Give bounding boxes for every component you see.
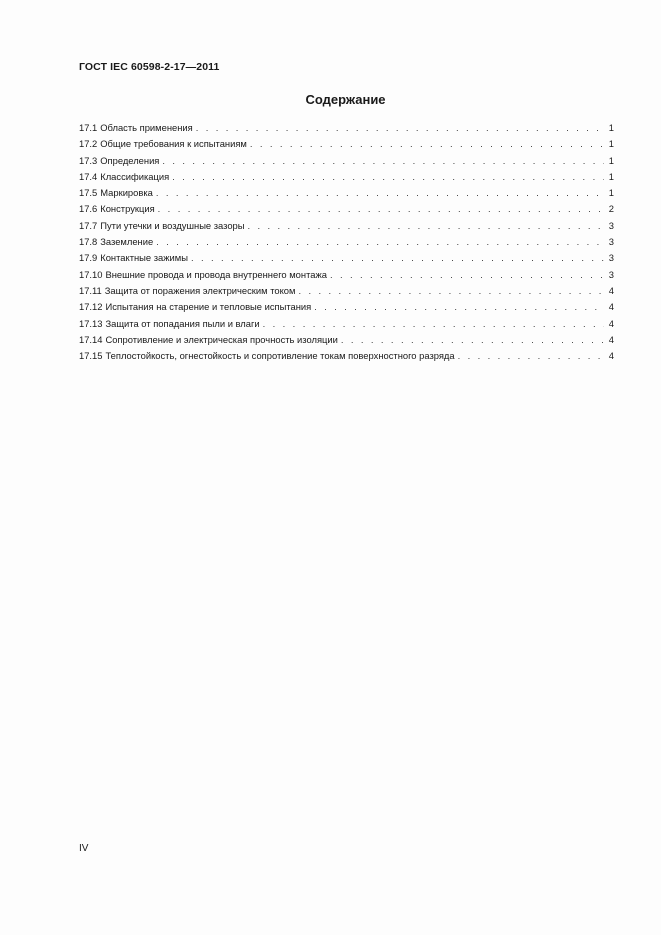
toc-leader-dots: [158, 201, 604, 217]
toc-leader-dots: [172, 169, 604, 185]
toc-entry-number: 17.10: [79, 268, 103, 280]
toc-leader-dots: [298, 283, 604, 299]
toc-leader-dots: [314, 299, 604, 315]
toc-entry-label: Контактные зажимы: [100, 252, 188, 264]
toc-entry-label: Внешние провода и провода внутреннего монтажа: [105, 268, 327, 280]
toc-entry-17-6[interactable]: [79, 201, 614, 217]
toc-entry-17-8[interactable]: [79, 234, 614, 250]
toc-entry-number: 17.14: [79, 333, 103, 345]
toc-entry-17-4[interactable]: [79, 169, 614, 185]
toc-entry-page: 3: [608, 236, 614, 248]
toc-entry-number: 17.8: [79, 236, 98, 248]
page-number: IV: [79, 843, 89, 854]
toc-entry-number: 17.6: [79, 203, 98, 215]
toc-entry-label: Заземление: [100, 236, 154, 248]
toc-leader-dots: [191, 250, 604, 266]
toc-entry-page: 2: [608, 203, 614, 215]
toc-entry-17-12[interactable]: [79, 299, 614, 315]
toc-leader-dots: [250, 136, 604, 152]
toc-leader-dots: [162, 153, 604, 169]
toc-entry-label: Испытания на старение и тепловые испытания: [105, 301, 312, 313]
toc-entry-label: Определения: [100, 154, 160, 166]
toc-entry-label: Теплостойкость, огнестойкость и сопротивление токам поверхностного разряда: [105, 350, 455, 362]
toc-entry-label: Конструкция: [100, 203, 155, 215]
toc-entry-17-14[interactable]: [79, 332, 614, 348]
toc-entry-label: Защита от поражения электрическим током: [104, 284, 296, 296]
toc-entry-17-7[interactable]: [79, 218, 614, 234]
toc-entry-label: Защита от попадания пыли и влаги: [105, 317, 260, 329]
toc-entry-number: 17.7: [79, 219, 98, 231]
toc-entry-number: 17.9: [79, 252, 98, 264]
toc-entry-17-1[interactable]: [79, 120, 614, 136]
toc-entry-17-15[interactable]: [79, 348, 614, 364]
page-title: Содержание: [305, 92, 386, 107]
toc-entry-label: Сопротивление и электрическая прочность изоляции: [105, 333, 338, 345]
toc-entry-page: 4: [608, 301, 614, 313]
toc-entry-number: 17.3: [79, 154, 98, 166]
table-of-contents: [79, 120, 614, 364]
toc-entry-page: 3: [608, 219, 614, 231]
toc-entry-number: 17.15: [79, 350, 103, 362]
toc-entry-number: 17.5: [79, 187, 98, 199]
toc-entry-number: 17.4: [79, 170, 98, 182]
toc-entry-17-3[interactable]: [79, 153, 614, 169]
toc-entry-number: 17.13: [79, 317, 103, 329]
toc-leader-dots: [248, 218, 604, 234]
toc-entry-page: 3: [608, 268, 614, 280]
toc-leader-dots: [156, 185, 604, 201]
toc-entry-17-10[interactable]: [79, 267, 614, 283]
toc-entry-page: 4: [608, 350, 614, 362]
toc-entry-page: 4: [608, 284, 614, 296]
toc-entry-label: Пути утечки и воздушные зазоры: [100, 219, 245, 231]
toc-entry-page: 4: [608, 333, 614, 345]
toc-entry-number: 17.11: [79, 284, 102, 296]
toc-entry-number: 17.2: [79, 138, 98, 150]
toc-leader-dots: [156, 234, 604, 250]
toc-leader-dots: [263, 316, 604, 332]
toc-entry-page: 1: [608, 187, 614, 199]
document-header: ГОСТ IEC 60598-2-17—2011: [79, 61, 220, 73]
toc-entry-17-5[interactable]: [79, 185, 614, 201]
toc-entry-label: Классификация: [100, 170, 170, 182]
toc-entry-17-11[interactable]: [79, 283, 614, 299]
toc-entry-page: 1: [608, 170, 614, 182]
toc-leader-dots: [341, 332, 604, 348]
toc-entry-label: Общие требования к испытаниям: [100, 138, 247, 150]
toc-entry-label: Маркировка: [100, 187, 153, 199]
toc-entry-page: 3: [608, 252, 614, 264]
toc-leader-dots: [330, 267, 604, 283]
toc-entry-label: Область применения: [100, 122, 193, 133]
toc-entry-17-13[interactable]: [79, 316, 614, 332]
toc-leader-dots: [458, 348, 604, 364]
toc-entry-page: 1: [608, 154, 614, 166]
toc-entry-17-9[interactable]: [79, 250, 614, 266]
toc-entry-page: 1: [608, 122, 614, 133]
toc-leader-dots: [196, 120, 604, 136]
toc-entry-17-2[interactable]: [79, 136, 614, 152]
toc-entry-page: 4: [608, 317, 614, 329]
toc-entry-number: 17.12: [79, 301, 103, 313]
toc-entry-page: 1: [608, 138, 614, 150]
toc-entry-number: 17.1: [79, 122, 98, 133]
